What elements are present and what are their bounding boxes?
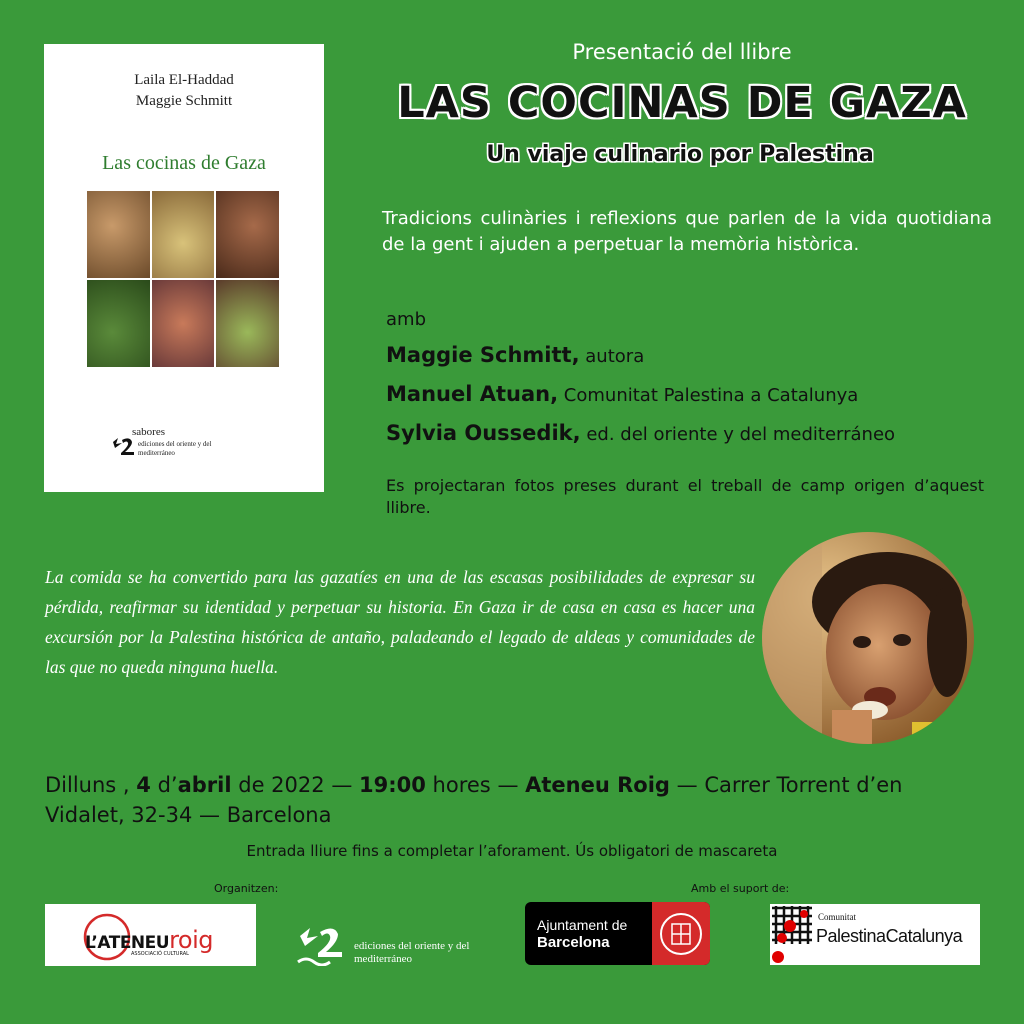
editorial-logo <box>296 922 496 966</box>
cover-collection: sabores <box>132 426 165 438</box>
event-street: Torrent d’en Vidalet <box>45 773 903 827</box>
ajuntament-line-2: Barcelona <box>537 934 610 951</box>
event-year: de 2022 <box>238 773 325 797</box>
girl-eating-photo <box>762 532 974 744</box>
ateneu-word: roig <box>169 926 214 954</box>
event-day: Dilluns <box>45 773 117 797</box>
event-date-number: 4 <box>136 773 151 797</box>
event-month: abril <box>177 773 232 797</box>
speaker-name: Maggie Schmitt, <box>386 343 580 367</box>
separator: — <box>199 803 221 827</box>
speaker-1 <box>386 343 644 367</box>
cpc-palestina: Palestina <box>816 926 886 946</box>
event-date-prefix: d’ <box>157 773 178 797</box>
barcelona-shield-icon <box>652 902 710 965</box>
speaker-role: autora <box>585 346 645 367</box>
separator: — <box>331 773 353 797</box>
editorial-name: ediciones del oriente y del mediterráneo <box>354 940 470 965</box>
ajuntament-line-1: Ajuntament de <box>537 917 628 933</box>
cpc-top: Comunitat <box>818 912 856 922</box>
event-venue: Ateneu Roig <box>525 773 670 797</box>
ateneu-prefix: L’ATENEU <box>85 933 170 953</box>
ajuntament-barcelona-logo <box>525 902 710 965</box>
subtitle: Un viaje culinario por Palestina <box>486 142 874 167</box>
cover-food-photos <box>87 191 279 367</box>
event-details: Dilluns , 4 d’abril de 2022 — 19:00 hores — Ateneu Roig — Carrer Torrent d’en Vidalet, 32-34 — Barcelona <box>45 773 903 827</box>
cover-author-1: Laila El-Haddad <box>134 72 234 88</box>
editorial-logo-icon <box>296 922 348 966</box>
separator: — <box>497 773 519 797</box>
organizers-label: Organitzen: <box>214 882 279 895</box>
description: Tradicions culinàries i reflexions que parlen de la vida quotidiana de la gent i ajuden a perpetuar la memòria històrica. <box>382 208 992 255</box>
pretitle: Presentació del llibre <box>572 40 792 64</box>
comunitat-palestina-logo <box>770 904 980 965</box>
projection-note: Es projectaran fotos preses durant el treball de camp origen d’aquest llibre. <box>386 476 984 517</box>
support-label: Amb el suport de: <box>691 882 790 895</box>
speaker-role: Comunitat Palestina a Catalunya <box>563 385 859 406</box>
entrance-note: Entrada lliure fins a completar l’aforament. Ús obligatori de mascareta <box>246 842 778 860</box>
event-street-prefix: Carrer <box>704 773 770 797</box>
event-city: Barcelona <box>226 803 332 827</box>
speaker-3 <box>386 421 895 445</box>
cover-title: Las cocinas de Gaza <box>102 152 266 174</box>
ateneu-roig-logo <box>45 904 256 966</box>
ateneu-sub: ASSOCIACIÓ CULTURAL <box>131 951 189 957</box>
main-title: LAS COCINAS DE GAZA <box>397 78 967 128</box>
book-cover <box>44 44 324 492</box>
speaker-role: ed. del oriente y del mediterráneo <box>586 424 896 445</box>
event-street-number: 32-34 <box>131 803 193 827</box>
quote: La comida se ha convertido para las gazatíes en una de las escasas posibilidades de expresar su pérdida, reafirmar su identidad y perpetuar su historia. En Gaza ir de casa en casa es hacer una excursión por la Palestina histórica de antaño, paladeando el legado de aldeas y comunidades de las que no queda ninguna huella. <box>45 567 755 677</box>
speaker-name: Manuel Atuan, <box>386 382 559 406</box>
cpc-catalunya: Catalunya <box>885 926 963 946</box>
cover-publisher-name: ediciones del oriente y del mediterráneo <box>138 440 212 457</box>
cover-author-2: Maggie Schmitt <box>135 93 233 109</box>
speaker-2 <box>386 382 858 406</box>
separator: — <box>676 773 698 797</box>
speaker-name: Sylvia Oussedik, <box>386 421 581 445</box>
with-label: amb <box>386 309 426 330</box>
event-time: 19:00 <box>359 773 426 797</box>
event-time-unit: hores <box>432 773 491 797</box>
